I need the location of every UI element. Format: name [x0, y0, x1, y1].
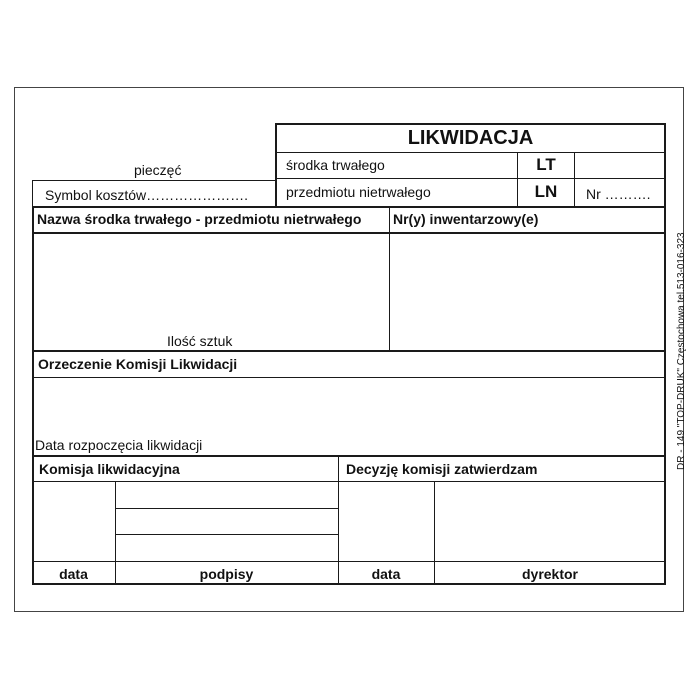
main-table	[32, 206, 666, 585]
committee-header: Komisja likwidacyjna	[39, 461, 180, 477]
form-title: LIKWIDACJA	[407, 127, 534, 149]
quantity-label: Ilość sztuk	[167, 333, 233, 349]
inventory-header: Nr(y) inwentarzowy(e)	[393, 211, 539, 227]
nondurable-label: przedmiotu nietrwałego	[286, 184, 431, 200]
start-date-label: Data rozpoczęcia likwidacji	[35, 437, 203, 453]
footer-signatures: podpisy	[199, 566, 254, 582]
committee-ruling-header: Orzeczenie Komisji Likwidacji	[38, 356, 238, 372]
footer-director: dyrektor	[521, 566, 579, 582]
side-imprint: DR - 149 "TOP-DRUK" Częstochowa tel.513-016-323	[676, 232, 687, 470]
number-label: Nr ……….	[586, 186, 651, 202]
fixed-asset-code: LT	[536, 155, 556, 174]
symbol-label: Symbol kosztów………………….	[45, 187, 249, 203]
name-header: Nazwa środka trwałego - przedmiotu nietrwałego	[37, 211, 362, 227]
footer-date-1: data	[59, 566, 88, 582]
footer-date-2: data	[371, 566, 401, 582]
stamp-label: pieczęć	[134, 162, 182, 178]
nondurable-code: LN	[534, 182, 558, 201]
approval-header: Decyzję komisji zatwierdzam	[346, 461, 538, 477]
fixed-asset-label: środka trwałego	[286, 157, 385, 173]
